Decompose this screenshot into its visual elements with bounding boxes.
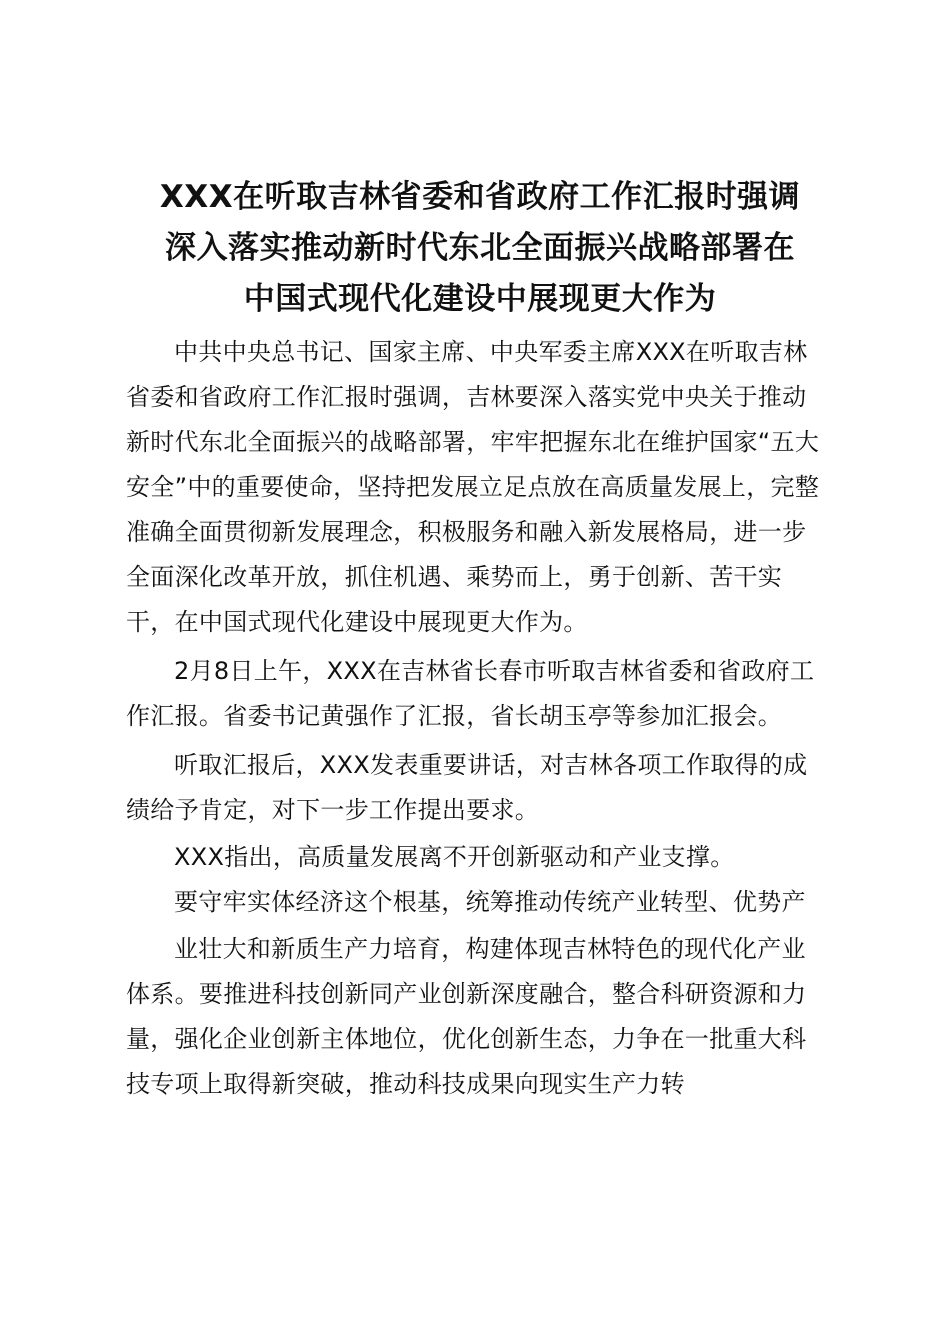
document-body [126, 330, 826, 1107]
paragraph-4: XXX指出，高质量发展离不开创新驱动和产业支撑。 [174, 843, 735, 871]
paragraph-6: 业壮大和新质生产力培育，构建体现吉林特色的现代化产业体系。要推进科技创新同产业创新深度融合，整合科研资源和力量，强化企业创新主体地位，优化创新生态，力争在一批重大科技专项上取得新突破，推动科技成果向现实生产力转 [126, 935, 807, 1098]
document-title [126, 172, 834, 325]
paragraph-3: 听取汇报后，XXX发表重要讲话，对吉林各项工作取得的成绩给予肯定，对下一步工作提出要求。 [126, 751, 808, 824]
title-line-1: XXX在听取吉林省委和省政府工作汇报时强调 [159, 179, 801, 215]
paragraph-2: 2月8日上午，XXX在吉林省长春市听取吉林省委和省政府工作汇报。省委书记黄强作了汇报，省长胡玉亭等参加汇报会。 [126, 657, 815, 730]
paragraph-5: 要守牢实体经济这个根基，统筹推动传统产业转型、优势产 [174, 888, 806, 916]
title-line-3: 中国式现代化建设中展现更大作为 [243, 281, 717, 317]
paragraph-1: 中共中央总书记、国家主席、中央军委主席XXX在听取吉林省委和省政府工作汇报时强调，吉林要深入落实党中央关于推动新时代东北全面振兴的战略部署，牢牢把握东北在维护国家“五大安全”中的重要使命，坚持把发展立足点放在高质量发展上，完整准确全面贯彻新发展理念，积极服务和融入新发展格局，进一步全面深化改革开放，抓住机遇、乘势而上，勇于创新、苦干实干，在中国式现代化建设中展现更大作为。 [126, 338, 820, 636]
title-line-2: 深入落实推动新时代东北全面振兴战略部署在 [165, 230, 795, 266]
